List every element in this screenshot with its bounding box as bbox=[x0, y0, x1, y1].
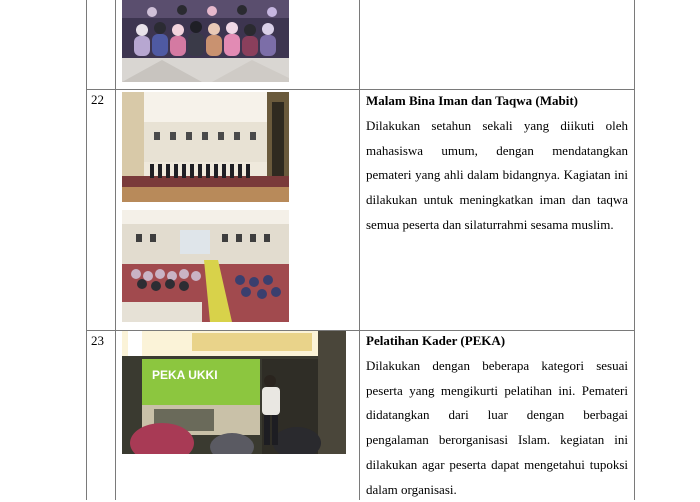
group-photo bbox=[122, 0, 289, 82]
activity-title: Malam Bina Iman dan Taqwa (Mabit) bbox=[366, 93, 579, 108]
table-border-right bbox=[634, 0, 635, 500]
hall-photo-standing bbox=[122, 92, 289, 202]
hall-photo-seated bbox=[122, 210, 289, 322]
table-border-left bbox=[86, 0, 87, 500]
training-photo bbox=[122, 331, 346, 454]
table-border-number-col bbox=[115, 0, 116, 500]
row-number: 23 bbox=[91, 333, 104, 348]
activity-description bbox=[366, 92, 628, 238]
row-divider bbox=[86, 89, 635, 90]
activity-text: Dilakukan dengan beberapa kategori sesuai peserta yang mengikurti pelatihan ini. Pemateri didatangkan dari luar dengan berbagai pengalaman berorganisasi Islam. kegiatan ini dilakukan agar peserta dapat mengetahui tupoksi dalam organisasi. bbox=[366, 358, 628, 497]
banner-text: PEKA UKKI bbox=[152, 368, 218, 382]
row-number: 22 bbox=[91, 92, 104, 107]
activity-text: Dilakukan setahun sekali yang diikuti oleh mahasiswa umum, dengan mendatangkan pemateri yang ahli dalam bidangnya. Kagiatan ini dilakukan untuk meningkatkan iman dan taqwa semua peserta dan silaturrahmi sesama muslim. bbox=[366, 118, 628, 232]
activity-title: Pelatihan Kader (PEKA) bbox=[366, 333, 506, 348]
activity-description bbox=[366, 332, 628, 502]
table-border-photo-col bbox=[359, 0, 360, 500]
